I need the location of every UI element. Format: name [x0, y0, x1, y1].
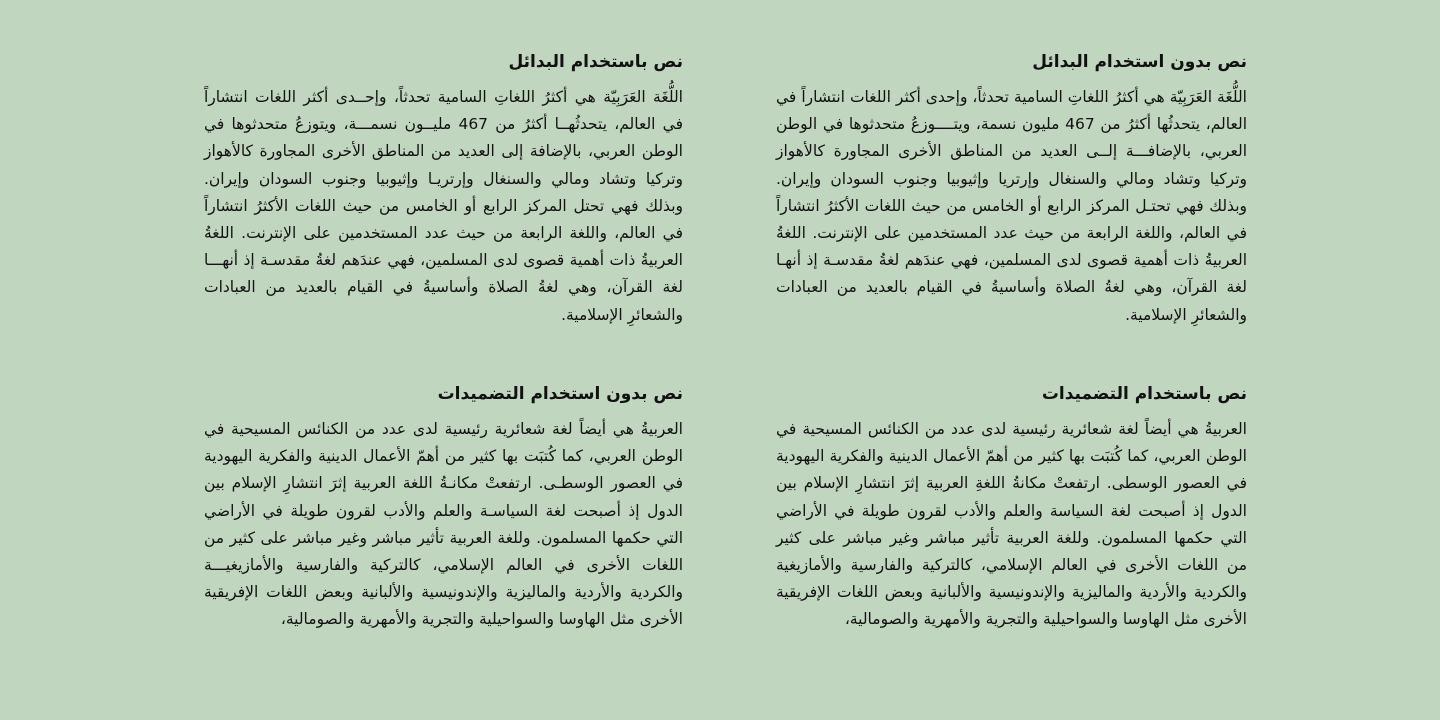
text-block-without-alternates — [776, 48, 1247, 329]
text-block-with-ligatures — [776, 380, 1247, 634]
block-body: اللُّغَة العَرَبِيّة هي أكثرُ اللغاتِ السامية تحدثاً، وإحدى أكثر اللغات انتشاراً في العالم، يتحدثُها أكثرُ من 467 مليون نسمة، ويتــــوزعُ متحدثوها في الوطن العربي، بالإضافـــة إلــى العديد من المناطق الأخرى المجاورة كالأهواز وتركيا وتشاد ومالي والسنغال وإرتريا وإثيوبيا وجنوب السودان وإيران. وبذلك فهي تحتـل المركز الرابع أو الخامس من حيث اللغات الأكثرُ انتشاراً في العالم، واللغة الرابعة من حيث عدد المستخدمين على الإنترنت. اللغةُ العربيةُ ذات أهمية قصوى لدى المسلمين، فهي عندَهم لغةُ مقدسـة إذ أنهـا لغة القرآن، وهي لغةُ الصلاة وأساسيةُ في القيام بالعديد من العبادات والشعائرِ الإسلامية. — [776, 88, 1247, 324]
block-heading: نص بدون استخدام البدائل — [1032, 52, 1247, 72]
block-body: العربيةُ هي أيضاً لغة شعائرية رئيسية لدى عدد من الكنائس المسيحية في الوطن العربي، كما كُتبَت بها كثير من أهمّ الأعمال الدينية والفكرية اليهودية في العصور الوسطى. ارتفعتْ مكانةُ اللغةِ العربية إثرَ انتشارِ الإسلام بين الدول إذ أصبحت لغة السياسة والعلم والأدب لقرون طويلة في الأراضي التي حكمها المسلمون. وللغة العربية تأثير مباشر وغير مباشر على كثير من اللغات الأخرى في العالم الإسلامي، كالتركية والفارسية والأمازيغية والكردية والأردية والماليزية والإندونيسية والألبانية وبعض اللغات الإفريقية الأخرى مثل الهاوسا والسواحيلية والتجرية والأمهرية والصومالية، — [776, 420, 1247, 629]
block-heading: نص بدون استخدام التضميدات — [437, 384, 683, 404]
block-heading: نص باستخدام التضميدات — [1041, 384, 1247, 404]
block-heading: نص باستخدام البدائل — [508, 52, 683, 72]
text-block-with-alternates — [204, 48, 683, 329]
text-block-without-ligatures — [204, 380, 683, 634]
block-body: اللُّغَة العَرَبِيّة هي أكثرُ اللغاتِ السامية تحدثاً، وإحــدى أكثر اللغات انتشاراً في العالم، يتحدثُهــا أكثرُ من 467 مليــون نسمـــة، ويتوزعُ متحدثوها في الوطن العربي، بالإضافة إلى العديد من المناطق الأخرى المجاورة كالأهواز وتركيا وتشاد ومالي والسنغال وإرتريـا وإثيوبيا وجنوب السودان وإيران. وبذلك فهي تحتل المركز الرابع أو الخامس من حيث اللغات الأكثرُ انتشاراً في العالم، واللغة الرابعة من حيث عدد المستخدمين على الإنترنت. اللغةُ العربيةُ ذات أهمية قصوى لدى المسلمين، فهي عندَهم لغةُ مقدسـة إذ أنهـــا لغة القرآن، وهي لغةُ الصلاة وأساسيةُ في القيام بالعديد من العبادات والشعائرِ الإسلامية. — [204, 88, 683, 324]
block-body: العربيةُ هي أيضاً لغة شعائرية رئيسية لدى عدد من الكنائس المسيحية في الوطن العربي، كما كُتبَت بها كثير من أهمّ الأعمال الدينية والفكرية اليهودية في العصور الوسطـى. ارتفعتْ مكانـةُ اللغة العربية إثرَ انتشارِ الإسلام بين الدول إذ أصبحت لغة السياسـة والعلم والأدب لقرون طويلة في الأراضي التي حكمها المسلمون. وللغة العربية تأثير مباشر وغير مباشر على كثير من اللغات الأخرى في العالم الإسلامي، كالتركية والفارسية والأمازيغيـــة والكردية والأردية والماليزية والإندونيسية والألبانية وبعض اللغات الإفريقية الأخرى مثل الهاوسا والسواحيلية والتجرية والأمهرية والصومالية، — [204, 420, 683, 629]
